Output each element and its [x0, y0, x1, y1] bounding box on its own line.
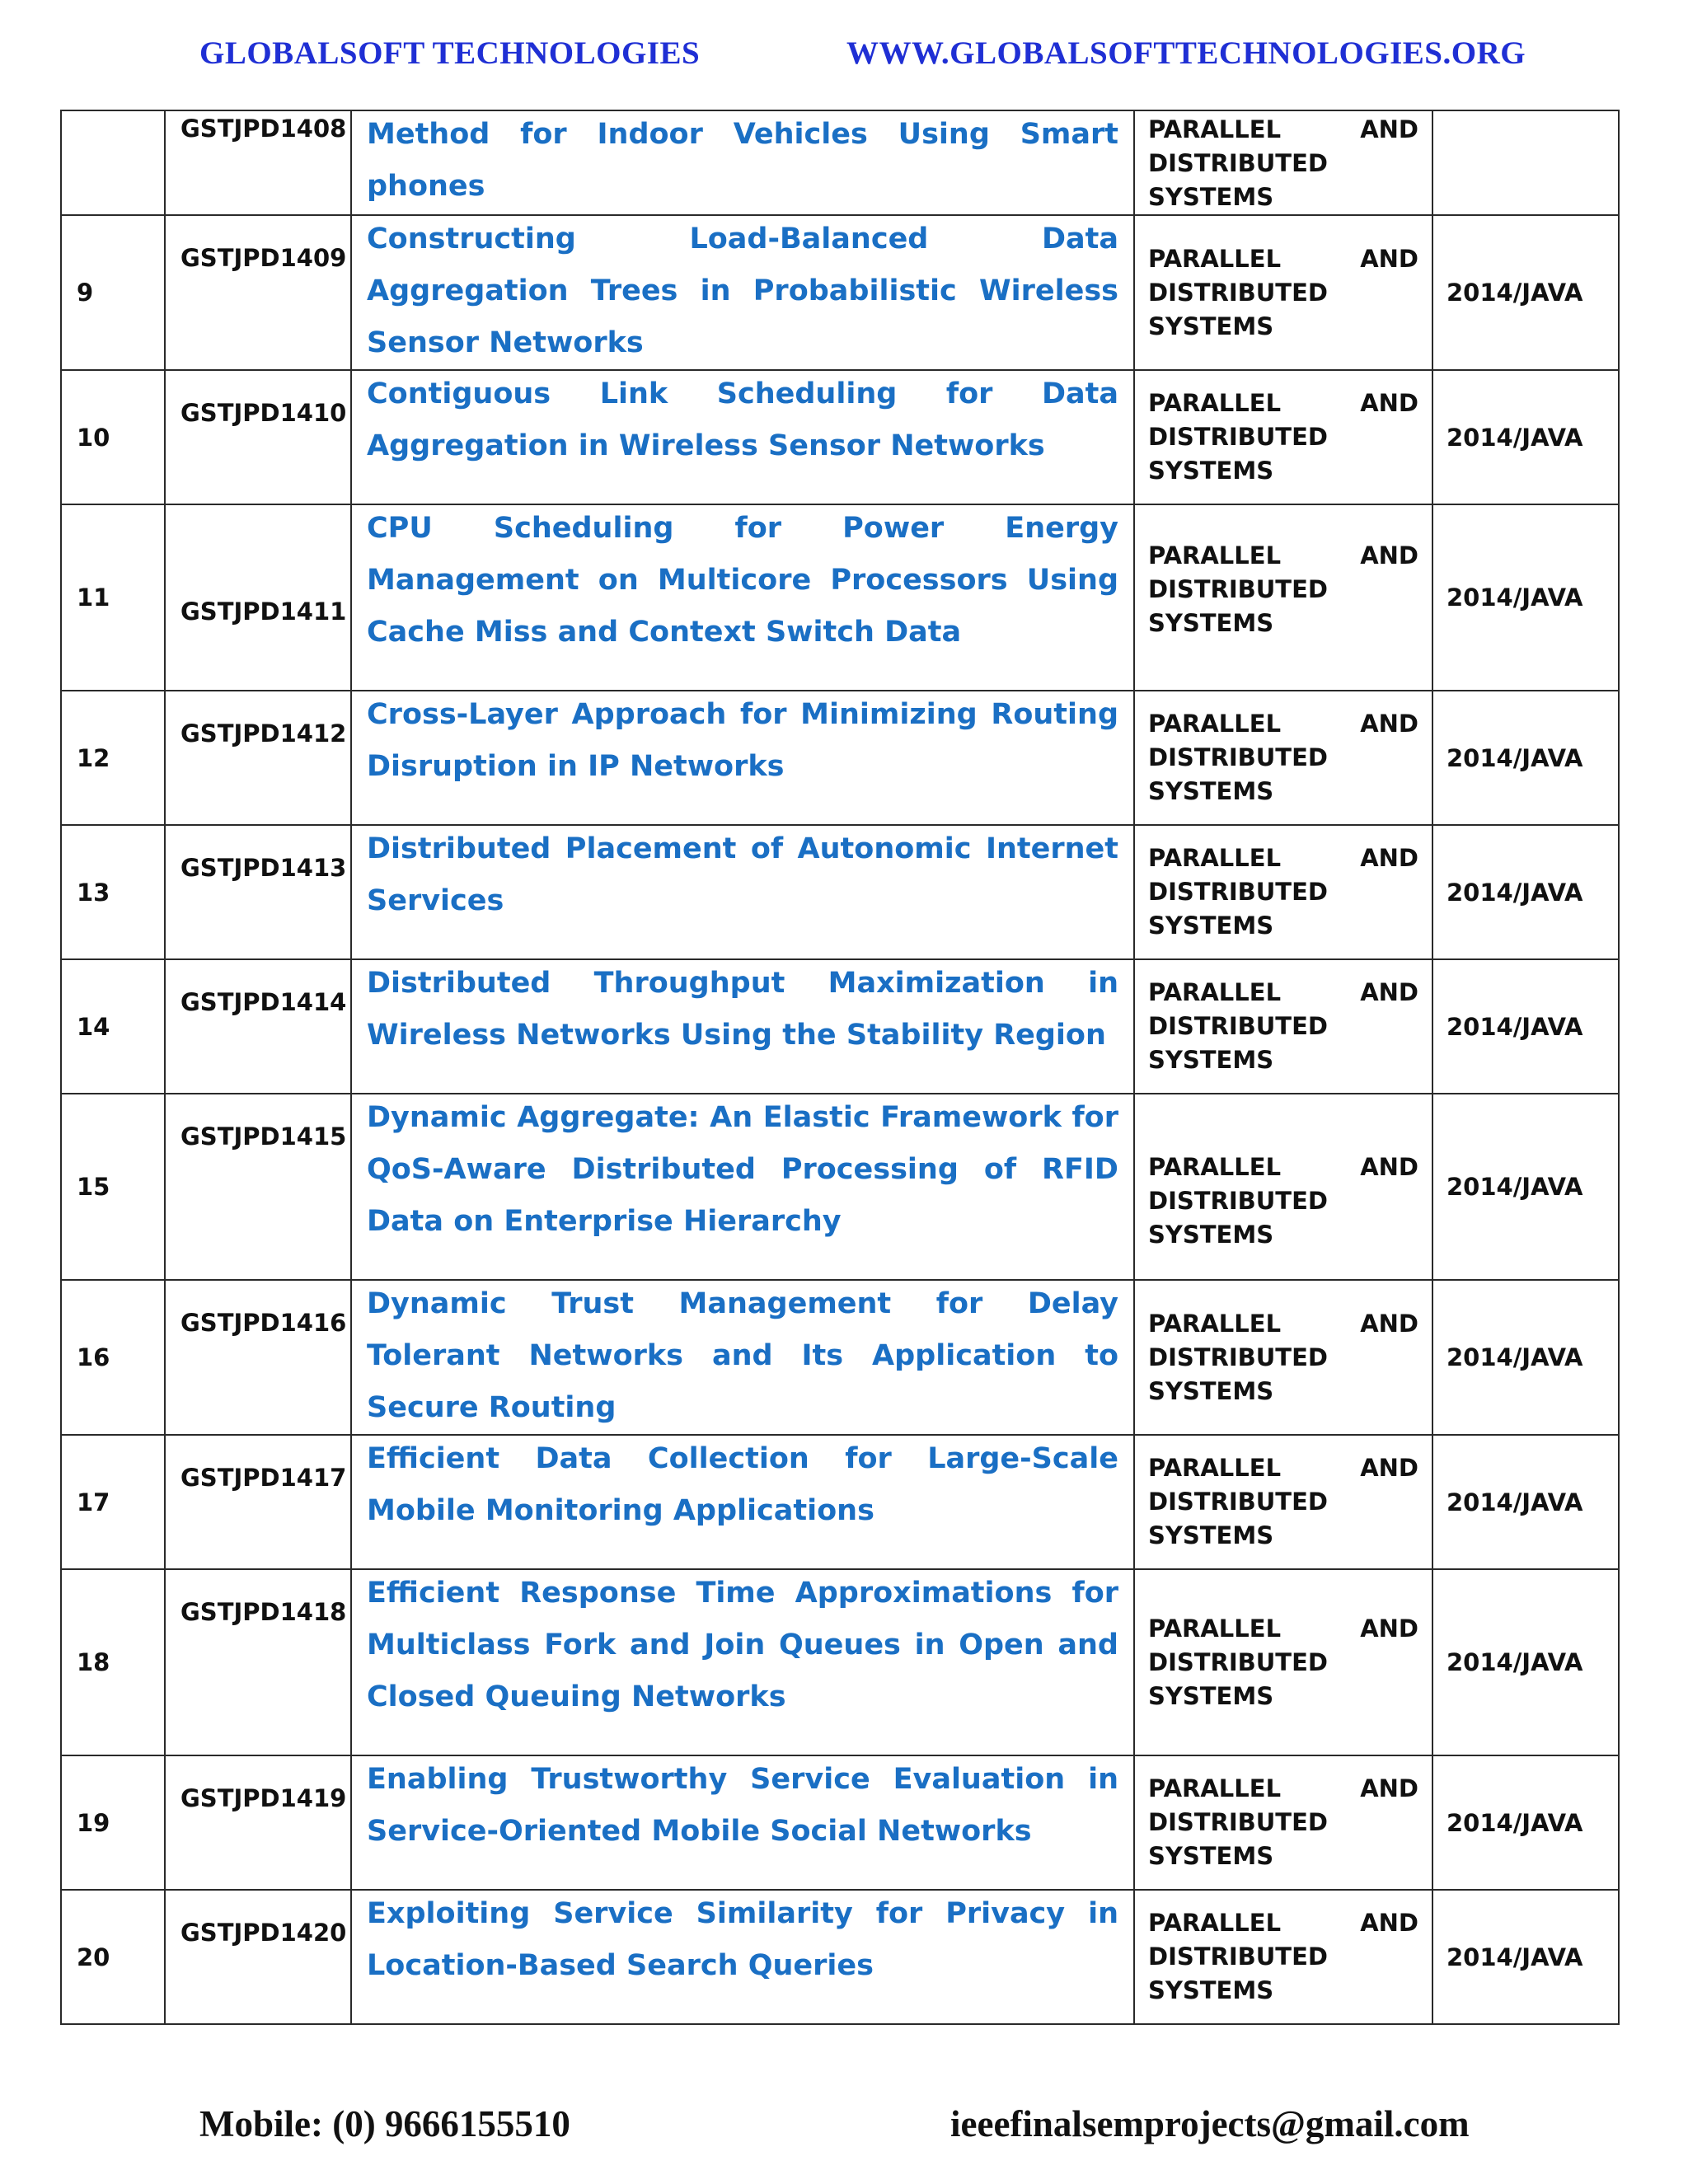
domain-cell [1134, 1435, 1432, 1569]
project-code: GSTJPD1416 [181, 1309, 347, 1337]
domain-word-1: PARALLEL [1148, 844, 1282, 872]
domain-cell [1134, 1890, 1432, 2024]
project-title-cell [351, 1890, 1134, 2024]
year-language: 2014/JAVA [1432, 1755, 1619, 1890]
mobile-number: Mobile: (0) 9666155510 [199, 2103, 570, 2144]
domain-cell [1134, 1569, 1432, 1755]
domain-line-2: DISTRIBUTED SYSTEMS [1148, 1808, 1328, 1870]
project-title: Efficient Data Collection for Large-Scale Mobile Monitoring Applications [367, 1442, 1118, 1527]
domain-word-2: AND [1360, 1614, 1418, 1643]
project-title: Constructing Load-Balanced Data Aggregation Trees in Probabilistic Wireless Sensor Networks [367, 223, 1118, 359]
project-code-cell [165, 1755, 351, 1890]
serial-number: 14 [61, 959, 165, 1094]
project-title: Dynamic Aggregate: An Elastic Framework for QoS-Aware Distributed Processing of RFID Data on Enterprise Hierarchy [367, 1101, 1118, 1238]
project-title-cell [351, 691, 1134, 825]
domain-word-2: AND [1360, 1774, 1418, 1802]
project-title: Efficient Response Time Approximations for Multiclass Fork and Join Queues in Open and Closed Queuing Networks [367, 1577, 1118, 1713]
domain-word-2: AND [1360, 844, 1418, 872]
domain-word-1: PARALLEL [1148, 541, 1282, 569]
year-language: 2014/JAVA [1432, 959, 1619, 1094]
project-title-cell [351, 825, 1134, 959]
domain-word-2: AND [1360, 1309, 1418, 1338]
table-row [61, 1280, 1619, 1435]
project-code-cell [165, 1280, 351, 1435]
domain-word-2: AND [1360, 541, 1418, 569]
table-row [61, 691, 1619, 825]
project-code: GSTJPD1412 [181, 719, 347, 748]
table-row [61, 1569, 1619, 1755]
domain-word-1: PARALLEL [1148, 1309, 1282, 1338]
year-language: 2014/JAVA [1432, 504, 1619, 691]
domain-word-2: AND [1360, 389, 1418, 417]
project-code: GSTJPD1413 [181, 854, 347, 882]
year-language: 2014/JAVA [1432, 215, 1619, 370]
project-code-cell [165, 1890, 351, 2024]
domain-word-1: PARALLEL [1148, 978, 1282, 1006]
table-row [61, 1890, 1619, 2024]
domain-word-1: PARALLEL [1148, 1614, 1282, 1643]
table-row [61, 959, 1619, 1094]
project-title: Dynamic Trust Management for Delay Tolerant Networks and Its Application to Secure Routing [367, 1287, 1118, 1424]
project-title-cell [351, 504, 1134, 691]
domain-line-2: DISTRIBUTED SYSTEMS [1148, 1012, 1328, 1074]
domain-cell [1134, 691, 1432, 825]
domain-word-2: AND [1360, 244, 1418, 273]
project-code: GSTJPD1419 [181, 1784, 347, 1812]
project-code: GSTJPD1411 [181, 598, 347, 626]
project-title: Cross-Layer Approach for Minimizing Routing Disruption in IP Networks [367, 698, 1118, 783]
project-code-cell [165, 691, 351, 825]
project-title: Distributed Placement of Autonomic Internet Services [367, 832, 1118, 917]
domain-cell [1134, 110, 1432, 215]
serial-number: 9 [61, 215, 165, 370]
domain-line-2: DISTRIBUTED SYSTEMS [1148, 878, 1328, 940]
project-code-cell [165, 1094, 351, 1280]
serial-number: 20 [61, 1890, 165, 2024]
project-title-cell [351, 1569, 1134, 1755]
table-row [61, 1755, 1619, 1890]
project-code: GSTJPD1408 [181, 115, 347, 143]
domain-word-1: PARALLEL [1148, 389, 1282, 417]
domain-line-2: DISTRIBUTED SYSTEMS [1148, 743, 1328, 805]
year-language: 2014/JAVA [1432, 1094, 1619, 1280]
year-language: 2014/JAVA [1432, 1435, 1619, 1569]
page-footer [0, 2102, 1688, 2152]
domain-word-2: AND [1360, 710, 1418, 738]
serial-number: 10 [61, 370, 165, 504]
domain-line-2: DISTRIBUTED SYSTEMS [1148, 1943, 1328, 2004]
serial-number: 15 [61, 1094, 165, 1280]
project-code-cell [165, 825, 351, 959]
project-title-cell [351, 959, 1134, 1094]
domain-line-2: DISTRIBUTED SYSTEMS [1148, 1343, 1328, 1405]
project-code: GSTJPD1410 [181, 399, 347, 427]
domain-word-1: PARALLEL [1148, 1774, 1282, 1802]
domain-cell [1134, 215, 1432, 370]
domain-word-1: PARALLEL [1148, 1909, 1282, 1937]
project-code-cell [165, 370, 351, 504]
year-language: 2014/JAVA [1432, 691, 1619, 825]
project-code-cell [165, 504, 351, 691]
table-row [61, 1435, 1619, 1569]
project-title: CPU Scheduling for Power Energy Management on Multicore Processors Using Cache Miss and Context Switch Data [367, 512, 1118, 649]
project-code: GSTJPD1417 [181, 1464, 347, 1492]
project-title-cell [351, 1280, 1134, 1435]
domain-cell [1134, 1280, 1432, 1435]
table-row [61, 370, 1619, 504]
project-title-cell [351, 215, 1134, 370]
domain-cell [1134, 504, 1432, 691]
domain-word-1: PARALLEL [1148, 115, 1282, 143]
serial-number: 16 [61, 1280, 165, 1435]
project-title-cell [351, 110, 1134, 215]
domain-word-1: PARALLEL [1148, 1454, 1282, 1482]
projects-table-body [61, 110, 1619, 2024]
project-code-cell [165, 215, 351, 370]
serial-number: 19 [61, 1755, 165, 1890]
domain-word-2: AND [1360, 1909, 1418, 1937]
serial-number: 18 [61, 1569, 165, 1755]
company-name: GLOBALSOFT TECHNOLOGIES [199, 35, 701, 71]
serial-number: 11 [61, 504, 165, 691]
domain-line-2: DISTRIBUTED SYSTEMS [1148, 1186, 1328, 1249]
project-title: Contiguous Link Scheduling for Data Aggregation in Wireless Sensor Networks [367, 377, 1118, 462]
project-title: Exploiting Service Similarity for Privacy in Location-Based Search Queries [367, 1897, 1118, 1982]
domain-line-2: DISTRIBUTED SYSTEMS [1148, 1647, 1328, 1710]
domain-word-2: AND [1360, 1454, 1418, 1482]
project-code: GSTJPD1414 [181, 988, 347, 1016]
domain-word-1: PARALLEL [1148, 710, 1282, 738]
domain-word-2: AND [1360, 1152, 1418, 1181]
domain-cell [1134, 1755, 1432, 1890]
year-language: 2014/JAVA [1432, 1569, 1619, 1755]
project-code: GSTJPD1409 [181, 244, 347, 272]
table-row [61, 504, 1619, 691]
serial-number: 12 [61, 691, 165, 825]
domain-line-2: DISTRIBUTED SYSTEMS [1148, 574, 1328, 637]
projects-table [60, 110, 1620, 2025]
year-language: 2014/JAVA [1432, 370, 1619, 504]
project-title: Distributed Throughput Maximization in Wireless Networks Using the Stability Region [367, 967, 1118, 1052]
project-code: GSTJPD1415 [181, 1122, 347, 1151]
project-title-cell [351, 1094, 1134, 1280]
project-code-cell [165, 110, 351, 215]
project-title-cell [351, 1435, 1134, 1569]
website-link[interactable]: WWW.GLOBALSOFTTECHNOLOGIES.ORG [846, 35, 1526, 71]
project-code-cell [165, 959, 351, 1094]
domain-cell [1134, 825, 1432, 959]
project-code: GSTJPD1418 [181, 1598, 347, 1626]
project-code: GSTJPD1420 [181, 1919, 347, 1947]
domain-line-2: DISTRIBUTED SYSTEMS [1148, 1488, 1328, 1549]
domain-line-2: DISTRIBUTED SYSTEMS [1148, 423, 1328, 485]
project-code-cell [165, 1569, 351, 1755]
year-language [1432, 110, 1619, 215]
domain-word-1: PARALLEL [1148, 1152, 1282, 1181]
table-row [61, 215, 1619, 370]
year-language: 2014/JAVA [1432, 1280, 1619, 1435]
domain-line-2: DISTRIBUTED SYSTEMS [1148, 149, 1328, 211]
email-address[interactable]: ieeefinalsemprojects@gmail.com [950, 2103, 1470, 2144]
year-language: 2014/JAVA [1432, 1890, 1619, 2024]
project-title-cell [351, 370, 1134, 504]
project-title-cell [351, 1755, 1134, 1890]
domain-word-2: AND [1360, 115, 1418, 143]
domain-word-2: AND [1360, 978, 1418, 1006]
project-title: Enabling Trustworthy Service Evaluation in Service-Oriented Mobile Social Networks [367, 1763, 1118, 1848]
project-code-cell [165, 1435, 351, 1569]
domain-word-1: PARALLEL [1148, 244, 1282, 273]
serial-number [61, 110, 165, 215]
domain-cell [1134, 959, 1432, 1094]
serial-number: 13 [61, 825, 165, 959]
domain-line-2: DISTRIBUTED SYSTEMS [1148, 278, 1328, 340]
year-language: 2014/JAVA [1432, 825, 1619, 959]
domain-cell [1134, 1094, 1432, 1280]
serial-number: 17 [61, 1435, 165, 1569]
table-row [61, 1094, 1619, 1280]
table-row [61, 825, 1619, 959]
project-title: Method for Indoor Vehicles Using Smart phones [367, 118, 1118, 203]
domain-cell [1134, 370, 1432, 504]
table-row [61, 110, 1619, 215]
page-header [0, 35, 1688, 84]
